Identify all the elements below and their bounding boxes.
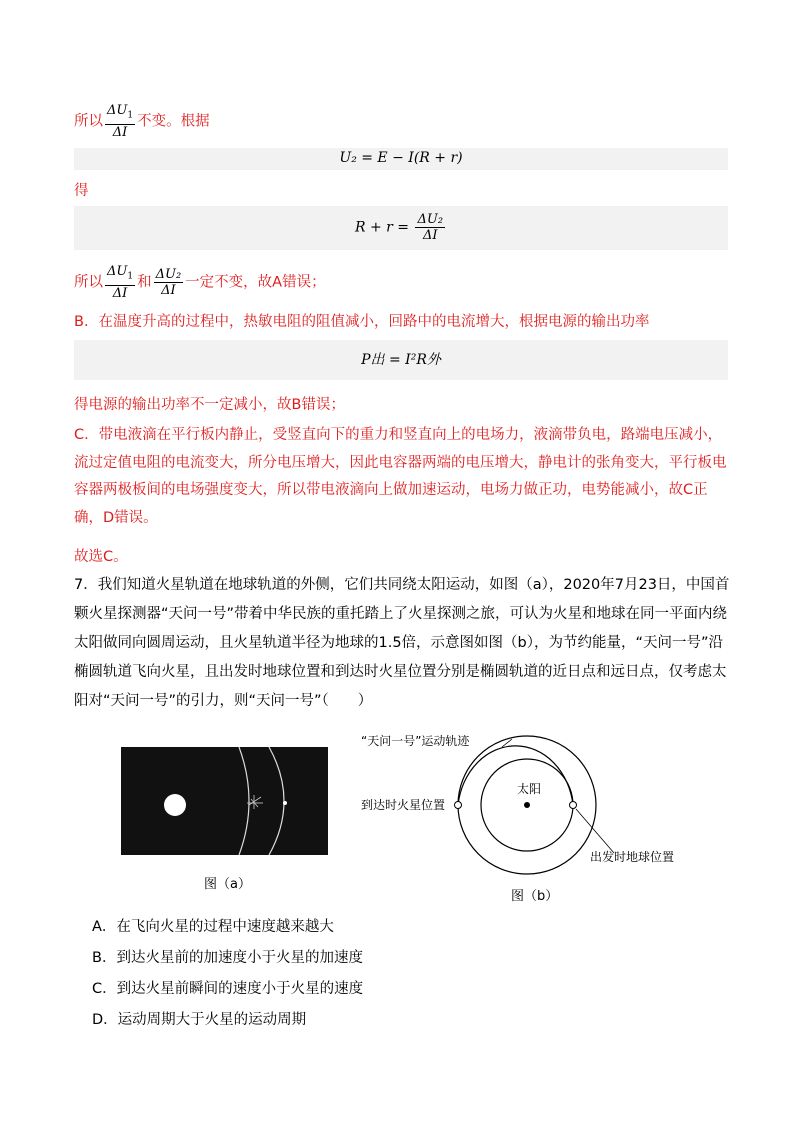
frac-numerator: ΔU xyxy=(107,103,128,118)
conclusion-line-3 xyxy=(74,264,326,301)
fraction-du2-di xyxy=(415,212,445,243)
frac-numerator-sub: 1 xyxy=(127,110,134,121)
option-b-conclusion: 得电源的输出功率不一定减小，故B错误； xyxy=(74,397,345,413)
trajectory-label: “天问一号”运动轨迹 xyxy=(361,734,470,748)
and-text: 和 xyxy=(137,274,152,291)
suffix-text: 一定不变，故A错误； xyxy=(185,274,326,291)
figure-a-image xyxy=(121,747,328,855)
option-b: B．到达火星前的加速度小于火星的加速度 xyxy=(92,950,363,966)
equation-box-1 xyxy=(74,148,728,170)
frac-denominator: ΔI xyxy=(161,282,176,298)
equation-box-3 xyxy=(74,340,728,380)
option-a: A．在飞向火星的过程中速度越来越大 xyxy=(92,919,334,935)
option-c-explanation: C．带电液滴在平行板内静止，受竖直向下的重力和竖直向上的电场力，液滴带负电，路端电压减小，流过定值电阻的电流变大，所分电压增大，因此电容器两端的电压增大，静电计的张角变大，平行板电容器两极板间的电场强度变大，所以带电液滴向上做加速运动，电场力做正功，电势能减小，故C正确，D错误。 xyxy=(74,427,727,526)
eq2-numerator: ΔU₂ xyxy=(417,212,444,227)
frac-numerator: ΔU xyxy=(107,264,128,279)
frac-numerator: ΔU₂ xyxy=(155,266,182,282)
prefix-text: 所以 xyxy=(74,274,103,291)
answer-line: 故选C。 xyxy=(74,549,128,565)
earth-departure-label: 出发时地球位置 xyxy=(590,850,675,864)
figure-a xyxy=(121,747,328,855)
earth-position-dot xyxy=(570,802,577,809)
figure-a-caption: 图（a） xyxy=(204,877,251,892)
frac-denominator: ΔI xyxy=(112,124,128,140)
equation-power: P出 = I²R外 xyxy=(361,352,441,368)
option-c: C．到达火星前瞬间的速度小于火星的速度 xyxy=(92,981,364,997)
option-b-explanation: B．在温度升高的过程中，热敏电阻的阻值减小，回路中的电流增大，根据电源的输出功率 xyxy=(74,314,650,330)
frac-numerator-sub: 1 xyxy=(127,271,134,282)
equation-u2: U₂ = E − I(R + r) xyxy=(339,150,463,166)
mars-arrival-label: 到达时火星位置 xyxy=(361,798,446,812)
de-label: 得 xyxy=(74,183,89,199)
equation-box-2 xyxy=(74,206,728,250)
fraction-du2-di-2 xyxy=(154,267,184,298)
fraction-du1-di-2 xyxy=(105,264,135,301)
option-d: D．运动周期大于火星的运动周期 xyxy=(92,1012,307,1028)
sun-dot xyxy=(524,802,530,808)
prefix-text: 所以 xyxy=(74,113,103,130)
figure-b-caption: 图（b） xyxy=(511,889,559,904)
conclusion-line-1 xyxy=(74,103,210,140)
sun-label: 太阳 xyxy=(517,782,542,796)
figure-b xyxy=(352,733,697,883)
eq2-lhs: R + r = xyxy=(354,219,410,236)
fraction-du1-di xyxy=(105,103,135,140)
mars-position-dot xyxy=(455,802,462,809)
question-7-text: 7．我们知道火星轨道在地球轨道的外侧，它们共同绕太阳运动，如图（a），2020年7月23日，中国首颗火星探测器“天问一号”带着中华民族的重托踏上了火星探测之旅，可认为火星和地球在同一平面内绕太阳做同向圆周运动，且火星轨道半径为地球的1.5倍，示意图如图（b），为节约能量，“天问一号”沿椭圆轨道飞向火星，且出发时地球位置和到达时火星位置分别是椭圆轨道的近日点和远日点，仅考虑太阳对“天问一号”的引力，则“天问一号”（ ） xyxy=(74,577,730,709)
eq2-denominator: ΔI xyxy=(422,228,438,243)
figure-b-diagram xyxy=(352,733,697,883)
suffix-text: 不变。根据 xyxy=(137,113,210,130)
equation-r-plus-r xyxy=(74,212,728,243)
frac-denominator: ΔI xyxy=(112,285,128,301)
